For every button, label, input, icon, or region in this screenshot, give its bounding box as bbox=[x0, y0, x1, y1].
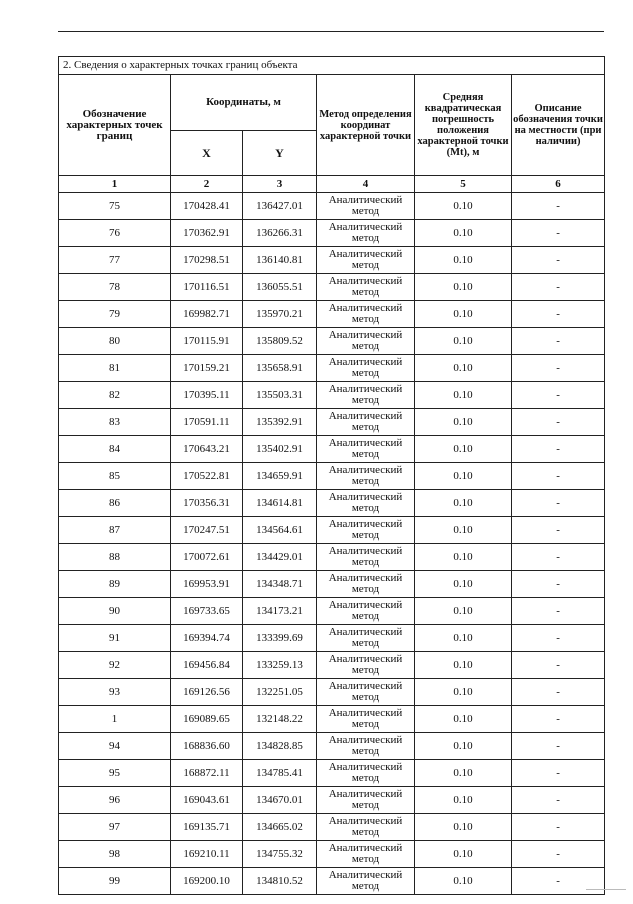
method-cell: Аналитический метод bbox=[317, 301, 415, 328]
x-coordinate-cell: 170591.11 bbox=[171, 409, 243, 436]
table-row bbox=[59, 274, 605, 301]
point-number-cell: 82 bbox=[59, 382, 171, 409]
point-number-cell: 78 bbox=[59, 274, 171, 301]
table-row bbox=[59, 517, 605, 544]
mean-error-cell: 0.10 bbox=[415, 841, 512, 868]
point-number-cell: 77 bbox=[59, 247, 171, 274]
y-coordinate-cell: 134810.52 bbox=[243, 868, 317, 895]
y-coordinate-cell: 134670.01 bbox=[243, 787, 317, 814]
table-row bbox=[59, 220, 605, 247]
x-coordinate-cell: 170247.51 bbox=[171, 517, 243, 544]
method-cell: Аналитический метод bbox=[317, 841, 415, 868]
point-number-cell: 99 bbox=[59, 868, 171, 895]
y-coordinate-cell: 136055.51 bbox=[243, 274, 317, 301]
y-coordinate-cell: 134614.81 bbox=[243, 490, 317, 517]
header-mean-error: Средняя квадратическая погрешность положения характерной точки (Mt), м bbox=[415, 75, 512, 176]
y-coordinate-cell: 134828.85 bbox=[243, 733, 317, 760]
method-cell: Аналитический метод bbox=[317, 517, 415, 544]
mean-error-cell: 0.10 bbox=[415, 544, 512, 571]
point-number-cell: 88 bbox=[59, 544, 171, 571]
column-number: 3 bbox=[243, 176, 317, 193]
point-number-cell: 96 bbox=[59, 787, 171, 814]
y-coordinate-cell: 134755.32 bbox=[243, 841, 317, 868]
method-cell: Аналитический метод bbox=[317, 598, 415, 625]
mean-error-cell: 0.10 bbox=[415, 274, 512, 301]
column-number: 6 bbox=[512, 176, 605, 193]
x-coordinate-cell: 169982.71 bbox=[171, 301, 243, 328]
table-row bbox=[59, 490, 605, 517]
description-cell: - bbox=[512, 787, 605, 814]
x-coordinate-cell: 169210.11 bbox=[171, 841, 243, 868]
table-row bbox=[59, 436, 605, 463]
y-coordinate-cell: 135970.21 bbox=[243, 301, 317, 328]
table-row bbox=[59, 544, 605, 571]
mean-error-cell: 0.10 bbox=[415, 220, 512, 247]
mean-error-cell: 0.10 bbox=[415, 301, 512, 328]
mean-error-cell: 0.10 bbox=[415, 193, 512, 220]
table-row bbox=[59, 814, 605, 841]
method-cell: Аналитический метод bbox=[317, 625, 415, 652]
x-coordinate-cell: 169394.74 bbox=[171, 625, 243, 652]
x-coordinate-cell: 169126.56 bbox=[171, 679, 243, 706]
description-cell: - bbox=[512, 544, 605, 571]
x-coordinate-cell: 170072.61 bbox=[171, 544, 243, 571]
mean-error-cell: 0.10 bbox=[415, 652, 512, 679]
point-number-cell: 89 bbox=[59, 571, 171, 598]
description-cell: - bbox=[512, 679, 605, 706]
point-number-cell: 94 bbox=[59, 733, 171, 760]
method-cell: Аналитический метод bbox=[317, 679, 415, 706]
point-number-cell: 95 bbox=[59, 760, 171, 787]
x-coordinate-cell: 169953.91 bbox=[171, 571, 243, 598]
header-x: X bbox=[171, 131, 243, 176]
description-cell: - bbox=[512, 247, 605, 274]
method-cell: Аналитический метод bbox=[317, 247, 415, 274]
y-coordinate-cell: 134348.71 bbox=[243, 571, 317, 598]
x-coordinate-cell: 169135.71 bbox=[171, 814, 243, 841]
mean-error-cell: 0.10 bbox=[415, 409, 512, 436]
x-coordinate-cell: 170356.31 bbox=[171, 490, 243, 517]
method-cell: Аналитический метод bbox=[317, 652, 415, 679]
header-coordinates: Координаты, м bbox=[171, 75, 317, 131]
method-cell: Аналитический метод bbox=[317, 706, 415, 733]
x-coordinate-cell: 170159.21 bbox=[171, 355, 243, 382]
table-row bbox=[59, 301, 605, 328]
point-number-cell: 76 bbox=[59, 220, 171, 247]
y-coordinate-cell: 132251.05 bbox=[243, 679, 317, 706]
y-coordinate-cell: 134665.02 bbox=[243, 814, 317, 841]
x-coordinate-cell: 170362.91 bbox=[171, 220, 243, 247]
point-number-cell: 1 bbox=[59, 706, 171, 733]
method-cell: Аналитический метод bbox=[317, 382, 415, 409]
description-cell: - bbox=[512, 328, 605, 355]
description-cell: - bbox=[512, 625, 605, 652]
point-number-cell: 83 bbox=[59, 409, 171, 436]
section-title: 2. Сведения о характерных точках границ объекта bbox=[59, 57, 605, 75]
method-cell: Аналитический метод bbox=[317, 571, 415, 598]
mean-error-cell: 0.10 bbox=[415, 571, 512, 598]
header-method: Метод определения координат характерной точки bbox=[317, 75, 415, 176]
x-coordinate-cell: 170116.51 bbox=[171, 274, 243, 301]
table-row bbox=[59, 328, 605, 355]
table-row bbox=[59, 382, 605, 409]
x-coordinate-cell: 170428.41 bbox=[171, 193, 243, 220]
x-coordinate-cell: 170298.51 bbox=[171, 247, 243, 274]
x-coordinate-cell: 170643.21 bbox=[171, 436, 243, 463]
column-number: 4 bbox=[317, 176, 415, 193]
method-cell: Аналитический метод bbox=[317, 274, 415, 301]
y-coordinate-cell: 135392.91 bbox=[243, 409, 317, 436]
description-cell: - bbox=[512, 409, 605, 436]
method-cell: Аналитический метод bbox=[317, 220, 415, 247]
table-row bbox=[59, 571, 605, 598]
mean-error-cell: 0.10 bbox=[415, 490, 512, 517]
column-number: 1 bbox=[59, 176, 171, 193]
method-cell: Аналитический метод bbox=[317, 787, 415, 814]
point-number-cell: 86 bbox=[59, 490, 171, 517]
description-cell: - bbox=[512, 841, 605, 868]
x-coordinate-cell: 169089.65 bbox=[171, 706, 243, 733]
method-cell: Аналитический метод bbox=[317, 544, 415, 571]
mean-error-cell: 0.10 bbox=[415, 625, 512, 652]
y-coordinate-cell: 136266.31 bbox=[243, 220, 317, 247]
table-row bbox=[59, 706, 605, 733]
y-coordinate-cell: 135809.52 bbox=[243, 328, 317, 355]
point-number-cell: 92 bbox=[59, 652, 171, 679]
description-cell: - bbox=[512, 436, 605, 463]
description-cell: - bbox=[512, 355, 605, 382]
description-cell: - bbox=[512, 463, 605, 490]
point-number-cell: 84 bbox=[59, 436, 171, 463]
table-row bbox=[59, 679, 605, 706]
table-row bbox=[59, 247, 605, 274]
y-coordinate-cell: 135658.91 bbox=[243, 355, 317, 382]
description-cell: - bbox=[512, 598, 605, 625]
table-row bbox=[59, 625, 605, 652]
x-coordinate-cell: 169200.10 bbox=[171, 868, 243, 895]
mean-error-cell: 0.10 bbox=[415, 814, 512, 841]
mean-error-cell: 0.10 bbox=[415, 787, 512, 814]
mean-error-cell: 0.10 bbox=[415, 328, 512, 355]
mean-error-cell: 0.10 bbox=[415, 679, 512, 706]
mean-error-cell: 0.10 bbox=[415, 463, 512, 490]
table-row bbox=[59, 841, 605, 868]
y-coordinate-cell: 136427.01 bbox=[243, 193, 317, 220]
y-coordinate-cell: 134173.21 bbox=[243, 598, 317, 625]
method-cell: Аналитический метод bbox=[317, 733, 415, 760]
mean-error-cell: 0.10 bbox=[415, 436, 512, 463]
description-cell: - bbox=[512, 490, 605, 517]
method-cell: Аналитический метод bbox=[317, 814, 415, 841]
point-number-cell: 75 bbox=[59, 193, 171, 220]
table-row bbox=[59, 598, 605, 625]
header-row bbox=[59, 75, 605, 131]
table-row bbox=[59, 868, 605, 895]
description-cell: - bbox=[512, 733, 605, 760]
point-number-cell: 81 bbox=[59, 355, 171, 382]
point-number-cell: 90 bbox=[59, 598, 171, 625]
table-row bbox=[59, 463, 605, 490]
description-cell: - bbox=[512, 652, 605, 679]
column-number-row bbox=[59, 176, 605, 193]
y-coordinate-cell: 136140.81 bbox=[243, 247, 317, 274]
description-cell: - bbox=[512, 193, 605, 220]
method-cell: Аналитический метод bbox=[317, 760, 415, 787]
table-row bbox=[59, 409, 605, 436]
mean-error-cell: 0.10 bbox=[415, 706, 512, 733]
y-coordinate-cell: 134785.41 bbox=[243, 760, 317, 787]
description-cell: - bbox=[512, 814, 605, 841]
table-row bbox=[59, 787, 605, 814]
point-number-cell: 79 bbox=[59, 301, 171, 328]
top-rule bbox=[58, 31, 604, 32]
x-coordinate-cell: 168872.11 bbox=[171, 760, 243, 787]
table-row bbox=[59, 652, 605, 679]
description-cell: - bbox=[512, 868, 605, 895]
mean-error-cell: 0.10 bbox=[415, 733, 512, 760]
column-number: 2 bbox=[171, 176, 243, 193]
y-coordinate-cell: 134564.61 bbox=[243, 517, 317, 544]
method-cell: Аналитический метод bbox=[317, 868, 415, 895]
y-coordinate-cell: 134659.91 bbox=[243, 463, 317, 490]
boundary-points-table bbox=[58, 56, 605, 895]
table-row bbox=[59, 355, 605, 382]
point-number-cell: 97 bbox=[59, 814, 171, 841]
header-point-designation: Обозначение характерных точек границ bbox=[59, 75, 171, 176]
x-coordinate-cell: 169043.61 bbox=[171, 787, 243, 814]
point-number-cell: 87 bbox=[59, 517, 171, 544]
mean-error-cell: 0.10 bbox=[415, 760, 512, 787]
mean-error-cell: 0.10 bbox=[415, 247, 512, 274]
y-coordinate-cell: 133399.69 bbox=[243, 625, 317, 652]
description-cell: - bbox=[512, 274, 605, 301]
method-cell: Аналитический метод bbox=[317, 355, 415, 382]
header-description: Описание обозначения точки на местности (при наличии) bbox=[512, 75, 605, 176]
section-title-row bbox=[59, 57, 605, 75]
x-coordinate-cell: 170115.91 bbox=[171, 328, 243, 355]
point-number-cell: 91 bbox=[59, 625, 171, 652]
table-row bbox=[59, 733, 605, 760]
x-coordinate-cell: 170522.81 bbox=[171, 463, 243, 490]
method-cell: Аналитический метод bbox=[317, 463, 415, 490]
mean-error-cell: 0.10 bbox=[415, 598, 512, 625]
x-coordinate-cell: 169456.84 bbox=[171, 652, 243, 679]
header-y: Y bbox=[243, 131, 317, 176]
description-cell: - bbox=[512, 301, 605, 328]
point-number-cell: 98 bbox=[59, 841, 171, 868]
point-number-cell: 93 bbox=[59, 679, 171, 706]
mean-error-cell: 0.10 bbox=[415, 868, 512, 895]
footer-rule bbox=[586, 889, 626, 890]
point-number-cell: 85 bbox=[59, 463, 171, 490]
method-cell: Аналитический метод bbox=[317, 409, 415, 436]
description-cell: - bbox=[512, 220, 605, 247]
description-cell: - bbox=[512, 517, 605, 544]
y-coordinate-cell: 134429.01 bbox=[243, 544, 317, 571]
description-cell: - bbox=[512, 571, 605, 598]
method-cell: Аналитический метод bbox=[317, 193, 415, 220]
description-cell: - bbox=[512, 382, 605, 409]
column-number: 5 bbox=[415, 176, 512, 193]
y-coordinate-cell: 133259.13 bbox=[243, 652, 317, 679]
mean-error-cell: 0.10 bbox=[415, 517, 512, 544]
x-coordinate-cell: 170395.11 bbox=[171, 382, 243, 409]
description-cell: - bbox=[512, 760, 605, 787]
y-coordinate-cell: 135402.91 bbox=[243, 436, 317, 463]
table-row bbox=[59, 760, 605, 787]
method-cell: Аналитический метод bbox=[317, 328, 415, 355]
description-cell: - bbox=[512, 706, 605, 733]
mean-error-cell: 0.10 bbox=[415, 382, 512, 409]
x-coordinate-cell: 168836.60 bbox=[171, 733, 243, 760]
x-coordinate-cell: 169733.65 bbox=[171, 598, 243, 625]
y-coordinate-cell: 132148.22 bbox=[243, 706, 317, 733]
table-row bbox=[59, 193, 605, 220]
point-number-cell: 80 bbox=[59, 328, 171, 355]
y-coordinate-cell: 135503.31 bbox=[243, 382, 317, 409]
method-cell: Аналитический метод bbox=[317, 436, 415, 463]
method-cell: Аналитический метод bbox=[317, 490, 415, 517]
mean-error-cell: 0.10 bbox=[415, 355, 512, 382]
